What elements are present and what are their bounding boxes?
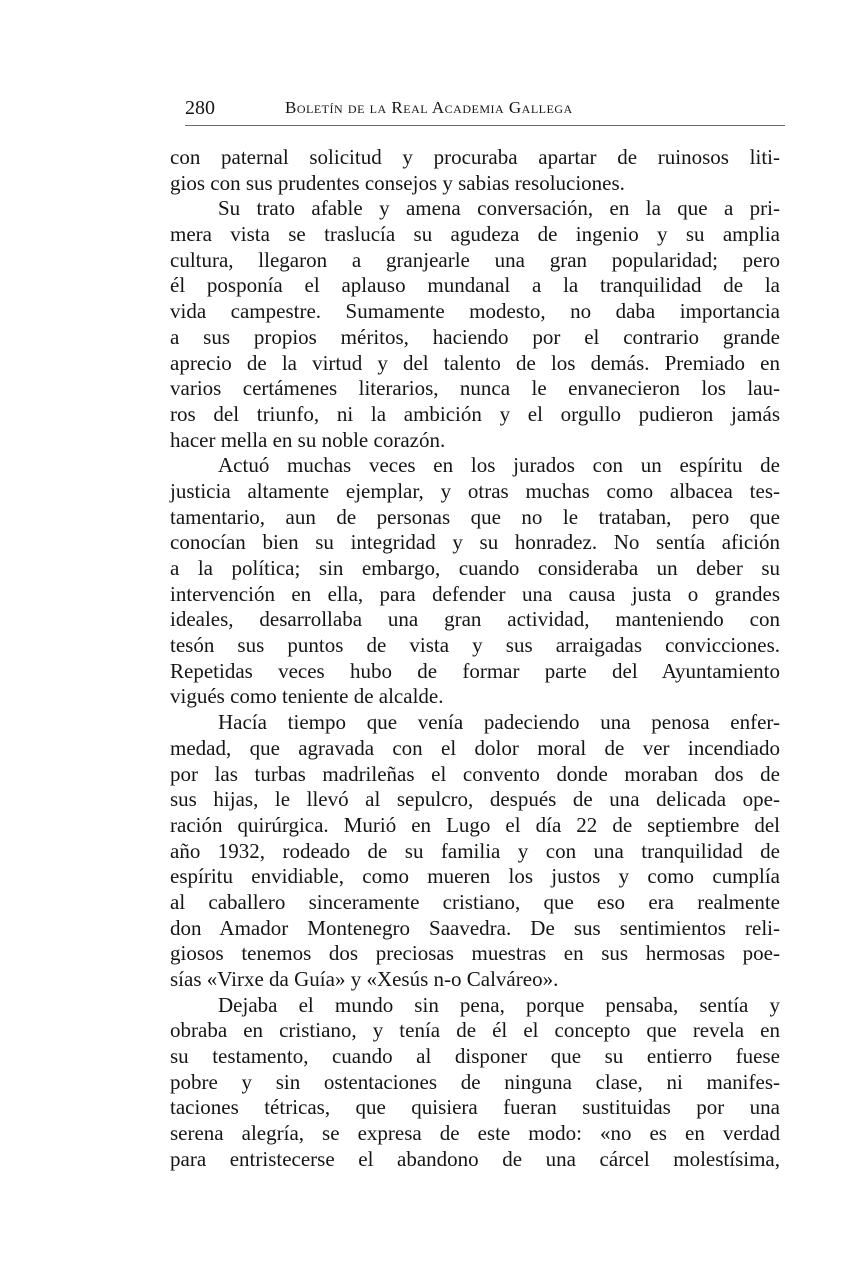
text-line: mera vista se traslucía su agudeza de ingenio y su amplia (170, 222, 780, 247)
text-line: Su trato afable y amena conversación, en la que a pri- (218, 196, 780, 221)
text-line: gios con sus prudentes consejos y sabias resoluciones. (170, 170, 625, 195)
header-rule (185, 125, 785, 126)
running-head: Boletín de la Real Academia Gallega (285, 98, 573, 117)
text-line: con paternal solicitud y procuraba apartar de ruinosos liti- (170, 145, 780, 169)
text-line: justicia altamente ejemplar, y otras muchas como albacea tes- (170, 478, 780, 503)
text-line: giosos tenemos dos preciosas muestras en sus hermosas poe- (170, 941, 780, 966)
text-line: serena alegría, se expresa de este modo: «no es en verdad (170, 1121, 780, 1146)
text-line: Hacía tiempo que venía padeciendo una penosa enfer- (218, 710, 780, 735)
text-line: por las turbas madrileñas el convento donde moraban dos de (170, 761, 780, 786)
text-line: medad, que agravada con el dolor moral de ver incendiado (170, 735, 780, 760)
text-line: intervención en ella, para defender una causa justa o grandes (170, 581, 780, 606)
text-line: él posponía el aplauso mundanal a la tranquilidad de la (170, 273, 780, 298)
text-line: Actuó muchas veces en los jurados con un espíritu de (218, 453, 780, 478)
text-line: para entristecerse el abandono de una cárcel molestísima, (170, 1146, 780, 1171)
text-line: vigués como teniente de alcalde. (170, 684, 444, 709)
text-line: varios certámenes literarios, nunca le envanecieron los lau- (170, 376, 780, 401)
body-text (170, 145, 780, 1173)
text-line: ración quirúrgica. Murió en Lugo el día 22 de septiembre del (170, 812, 780, 837)
text-line: cultura, llegaron a granjearle una gran popularidad; pero (170, 247, 780, 272)
page-header (185, 96, 785, 120)
text-line: conocían bien su integridad y su honradez. No sentía afición (170, 530, 780, 555)
text-line: al caballero sinceramente cristiano, que eso era realmente (170, 889, 780, 914)
text-line: ros del triunfo, ni la ambición y el orgullo pudieron jamás (170, 401, 780, 426)
page-number: 280 (185, 97, 215, 119)
text-line: Dejaba el mundo sin pena, porque pensaba, sentía y (218, 992, 780, 1017)
text-line: vida campestre. Sumamente modesto, no daba importancia (170, 299, 780, 324)
text-line: año 1932, rodeado de su familia y con una tranquilidad de (170, 838, 780, 863)
text-line: pobre y sin ostentaciones de ninguna clase, ni manifes- (170, 1069, 780, 1094)
text-line: taciones tétricas, que quisiera fueran sustituidas por una (170, 1095, 780, 1120)
text-line: obraba en cristiano, y tenía de él el concepto que revela en (170, 1018, 780, 1043)
text-line: hacer mella en su noble corazón. (170, 427, 446, 452)
text-line: espíritu envidiable, como mueren los justos y como cumplía (170, 864, 780, 889)
text-line: aprecio de la virtud y del talento de los demás. Premiado en (170, 350, 780, 375)
text-line: tesón sus puntos de vista y sus arraigadas convicciones. (170, 633, 780, 658)
text-line: tamentario, aun de personas que no le trataban, pero que (170, 504, 780, 529)
text-line: su testamento, cuando al disponer que su entierro fuese (170, 1044, 780, 1069)
text-line: don Amador Montenegro Saavedra. De sus sentimientos reli- (170, 915, 780, 940)
text-line: a la política; sin embargo, cuando consideraba un deber su (170, 556, 780, 580)
text-line: sías «Virxe da Guía» y «Xesús n-o Calváreo». (170, 967, 559, 991)
text-line: ideales, desarrollaba una gran actividad, manteniendo con (170, 607, 780, 632)
text-line: a sus propios méritos, haciendo por el contrario grande (170, 324, 780, 349)
text-line: Repetidas veces hubo de formar parte del Ayuntamiento (170, 658, 780, 683)
text-line: sus hijas, le llevó al sepulcro, después de una delicada ope- (170, 787, 780, 812)
